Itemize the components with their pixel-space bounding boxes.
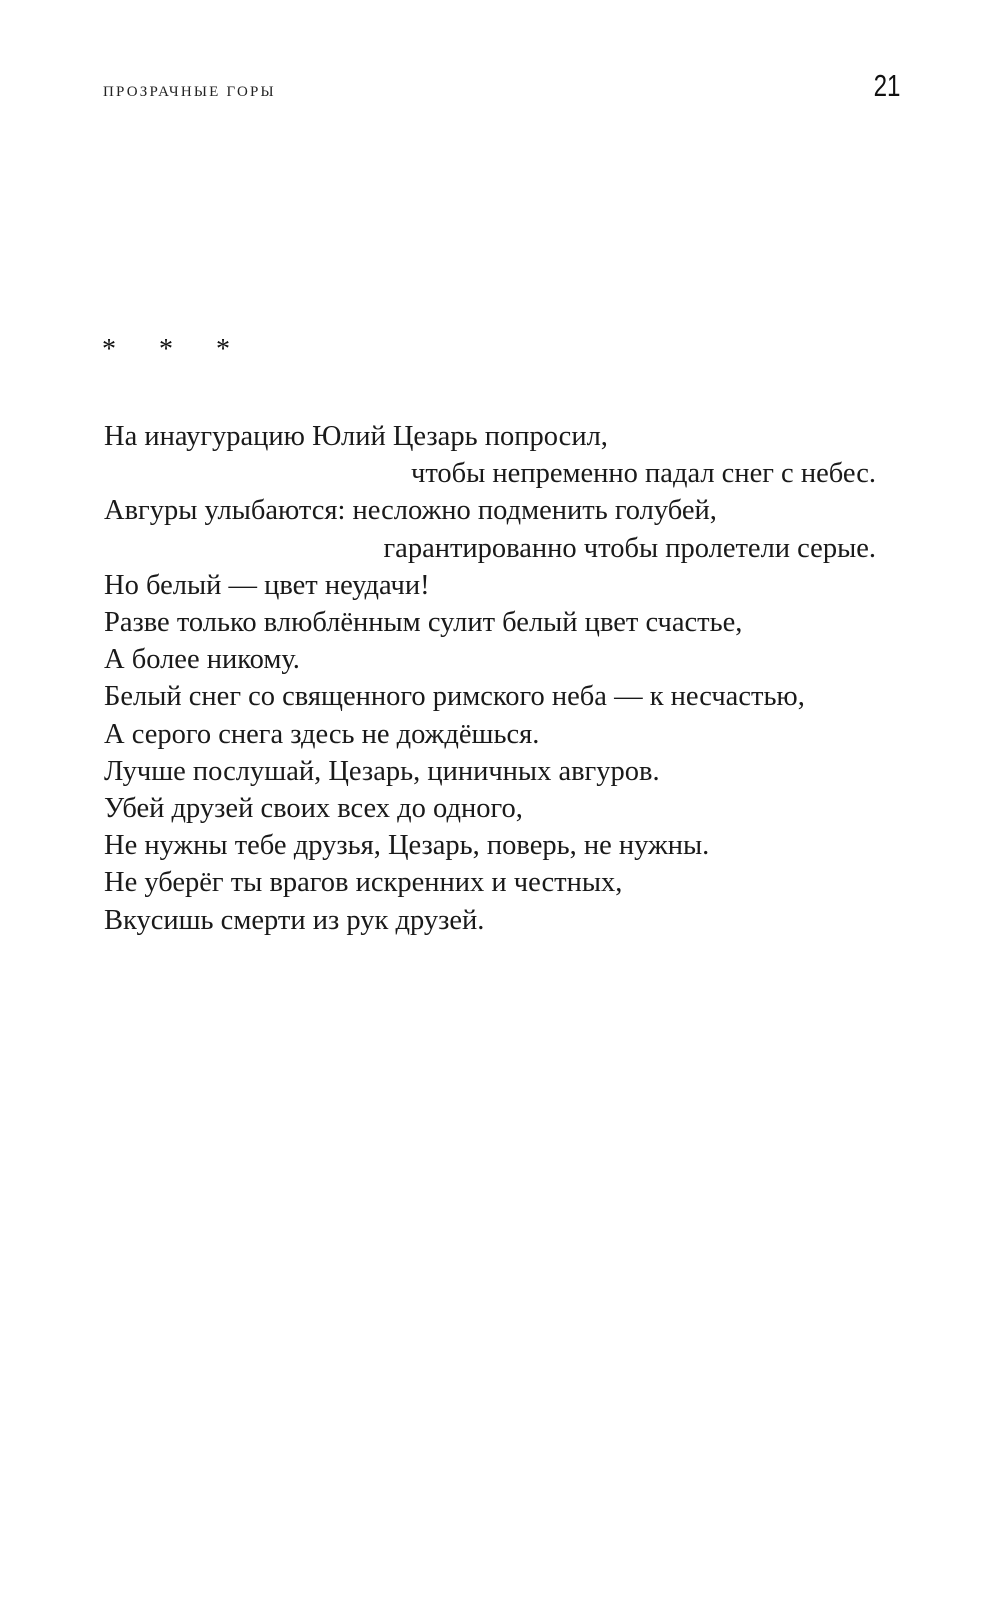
- poem-line: Не уберёг ты врагов искренних и честных,: [104, 867, 623, 899]
- poem-line: Не нужны тебе друзья, Цезарь, поверь, не нужны.: [104, 830, 710, 862]
- poem-line: Вкусишь смерти из рук друзей.: [104, 904, 485, 936]
- page-number: 21: [873, 68, 900, 103]
- poem: [104, 418, 876, 939]
- poem-line: гарантированно чтобы пролетели серые.: [383, 532, 876, 564]
- poem-line: На инаугурацию Юлий Цезарь попросил,: [104, 421, 608, 452]
- poem-line: Лучше послушай, Цезарь, циничных авгуров.: [104, 755, 660, 787]
- poem-line: чтобы непременно падал снег с небес.: [410, 458, 876, 490]
- poem-line: Авгуры улыбаются: несложно подменить голубей,: [104, 495, 717, 527]
- poem-line: Но белый — цвет неудачи!: [104, 569, 430, 601]
- section-asterism: * * *: [102, 334, 248, 365]
- poem-line: А более никому.: [104, 644, 300, 676]
- running-head: ПРОЗРАЧНЫЕ ГОРЫ: [103, 84, 276, 100]
- poem-line: Разве только влюблённым сулит белый цвет счастье,: [104, 607, 743, 639]
- poem-line: А серого снега здесь не дождёшься.: [104, 718, 540, 750]
- poem-line: Убей друзей своих всех до одного,: [104, 793, 523, 825]
- poem-line: Белый снег со священного римского неба — к несчастью,: [104, 681, 805, 713]
